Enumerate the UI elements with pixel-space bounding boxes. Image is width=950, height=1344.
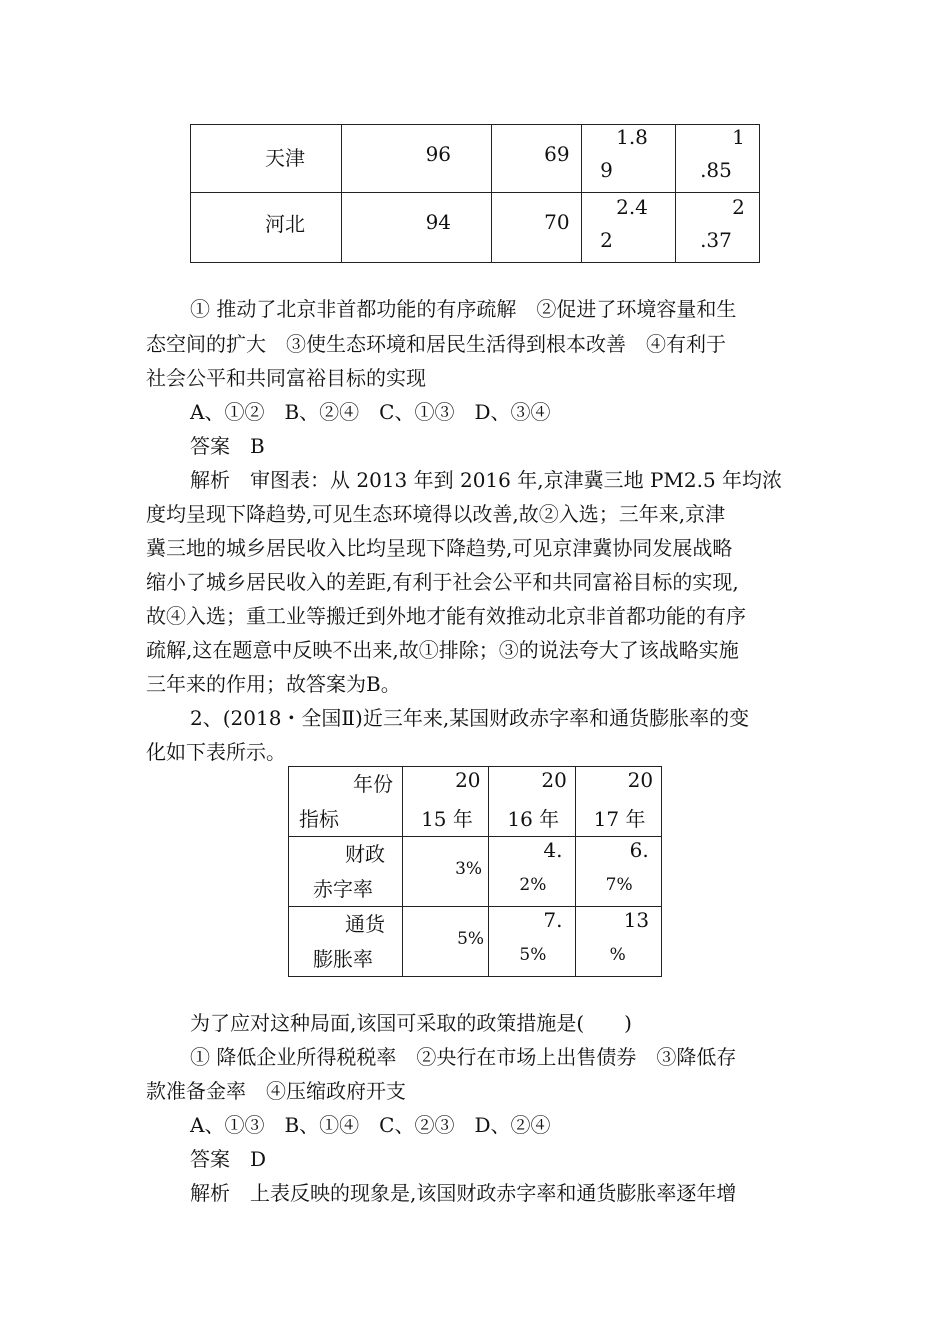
q1-analysis-line: 缩小了城乡居民收入的差距,有利于社会公平和共同富裕目标的实现, [146, 570, 739, 594]
table-cell [492, 193, 582, 263]
cell-value-part: 2.4 [616, 195, 648, 219]
q2-analysis-line: 解析 上表反映的现象是,该国财政赤字率和通货膨胀率逐年增 [190, 1181, 737, 1205]
region-name: 河北 [265, 212, 305, 236]
q1-analysis-line: 故④入选；重工业等搬迁到外地才能有效推动北京非首都功能的有序 [146, 604, 746, 628]
cell-value-part: .37 [700, 228, 732, 252]
cell-value-part: 5% [519, 945, 547, 965]
table-cell [191, 125, 342, 193]
table-cell [341, 125, 492, 193]
cell-value-part: 13 [623, 908, 650, 932]
q1-options-line: 社会公平和共同富裕目标的实现 [146, 366, 426, 390]
table-row [191, 125, 760, 193]
cell-value-part: 1.8 [616, 125, 648, 149]
q2-question: 为了应对这种局面,该国可采取的政策措施是( ) [190, 1011, 632, 1035]
q2-options-line: ① 降低企业所得税税率 ②央行在市场上出售债券 ③降低存 [190, 1045, 737, 1069]
cell-value-part: 1 [732, 125, 745, 149]
region-name: 天津 [265, 146, 305, 170]
table-cell [575, 907, 661, 977]
q1-analysis-line: 度均呈现下降趋势,可见生态环境得以改善,故②入选；三年来,京津 [146, 502, 726, 526]
table-header-cell [403, 767, 489, 837]
table-cell [489, 907, 575, 977]
table-row [289, 837, 662, 907]
table-row [289, 907, 662, 977]
year-part: 17 年 [593, 807, 646, 831]
cell-value: 96 [425, 142, 452, 166]
q1-analysis-line: 解析 审图表：从 2013 年到 2016 年,京津冀三地 PM2.5 年均浓 [190, 468, 783, 492]
table-row [289, 767, 662, 837]
q2-answer: 答案 D [190, 1147, 267, 1171]
cell-value-part: 7% [605, 875, 633, 895]
table-header-cell [489, 767, 575, 837]
table-cell [676, 193, 760, 263]
header-label-indicator: 指标 [299, 807, 339, 831]
table-row [191, 193, 760, 263]
year-part: 20 [627, 768, 654, 792]
cell-value-part: 2 [732, 195, 745, 219]
q2-stem-line: 2、(2018・全国Ⅱ)近三年来,某国财政赤字率和通货膨胀率的变 [190, 706, 750, 730]
cell-value-part: 2% [519, 875, 547, 895]
fiscal-inflation-table [288, 766, 662, 977]
row-label-part: 赤字率 [313, 877, 373, 901]
cell-value: 5% [457, 929, 485, 949]
table-cell [403, 837, 489, 907]
header-label-year: 年份 [353, 772, 393, 796]
q1-options-line: ① 推动了北京非首都功能的有序疏解 ②促进了环境容量和生 [190, 297, 737, 321]
q2-choices: A、①③ B、①④ C、②③ D、②④ [190, 1113, 551, 1137]
cell-value-part: 7. [543, 908, 563, 932]
table-cell [492, 125, 582, 193]
year-part: 20 [541, 768, 567, 792]
table-header-cell [575, 767, 661, 837]
cell-value-part: 6. [629, 838, 649, 862]
cell-value: 94 [425, 210, 452, 234]
cell-value-part: % [609, 945, 626, 965]
q1-analysis-line: 冀三地的城乡居民收入比均呈现下降趋势,可见京津冀协同发展战略 [146, 536, 733, 560]
table-cell [289, 907, 403, 977]
q1-analysis-line: 三年来的作用；故答案为B。 [146, 672, 401, 696]
row-label-part: 财政 [345, 842, 385, 866]
q2-stem-line: 化如下表所示。 [146, 740, 286, 764]
table-cell [289, 837, 403, 907]
table-cell [489, 837, 575, 907]
cell-value: 3% [455, 859, 483, 879]
table-cell [403, 907, 489, 977]
table-cell [582, 193, 676, 263]
table-cell [191, 193, 342, 263]
q1-options-line: 态空间的扩大 ③使生态环境和居民生活得到根本改善 ④有利于 [146, 332, 726, 356]
table-cell [676, 125, 760, 193]
q1-analysis-line: 疏解,这在题意中反映不出来,故①排除；③的说法夸大了该战略实施 [146, 638, 739, 662]
q1-choices: A、①② B、②④ C、①③ D、③④ [190, 400, 551, 424]
cell-value: 69 [544, 142, 570, 166]
year-part: 16 年 [507, 807, 560, 831]
cell-value-part: .85 [700, 158, 732, 182]
cell-value-part: 2 [600, 228, 613, 252]
q1-answer: 答案 B [190, 434, 265, 458]
table-cell [341, 193, 492, 263]
table-cell [575, 837, 661, 907]
row-label-part: 通货 [345, 912, 385, 936]
regional-data-table [190, 124, 760, 263]
row-label-part: 膨胀率 [313, 947, 373, 971]
cell-value-part: 9 [600, 158, 613, 182]
year-part: 20 [455, 768, 481, 792]
q2-options-line: 款准备金率 ④压缩政府开支 [146, 1079, 406, 1103]
year-part: 15 年 [421, 807, 473, 831]
table-cell [582, 125, 676, 193]
table-header-cell [289, 767, 403, 837]
cell-value: 70 [544, 210, 570, 234]
cell-value-part: 4. [543, 838, 563, 862]
